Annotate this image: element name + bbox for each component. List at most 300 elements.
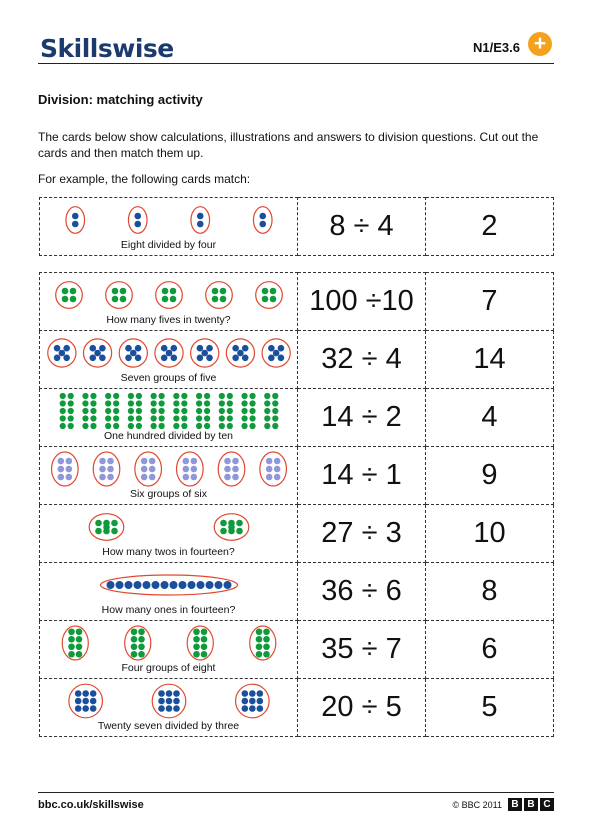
- group-ring: [205, 282, 232, 309]
- dot: [224, 458, 231, 465]
- intro-text: The cards below show calculations, illustrations and answers to division questions. Cut out the cards and then match them up.: [38, 130, 539, 160]
- dot: [130, 643, 137, 650]
- answer-card: 10: [426, 505, 554, 563]
- dot: [105, 415, 111, 421]
- dot: [150, 423, 156, 429]
- picture-card: [40, 273, 298, 331]
- dot: [165, 705, 172, 712]
- dot: [241, 415, 247, 421]
- bbc-letter: B: [524, 798, 538, 811]
- dot: [268, 345, 275, 352]
- dot: [173, 423, 179, 429]
- answer-card: 2: [426, 198, 554, 256]
- dot: [158, 698, 165, 705]
- dot: [193, 643, 200, 650]
- dot: [119, 288, 126, 295]
- dot: [226, 415, 232, 421]
- dot-illustration: [44, 625, 294, 661]
- dot: [133, 581, 141, 589]
- dot: [57, 474, 64, 481]
- group-ring: [187, 626, 213, 660]
- dot: [182, 474, 189, 481]
- dot: [169, 581, 177, 589]
- dot: [170, 345, 177, 352]
- dot: [148, 458, 155, 465]
- dot: [196, 345, 203, 352]
- dot: [59, 408, 65, 414]
- dot: [161, 296, 168, 303]
- dot: [173, 393, 179, 399]
- group-ring: [190, 207, 209, 234]
- dot: [196, 213, 203, 220]
- dot: [263, 628, 270, 635]
- dot: [106, 581, 114, 589]
- dot: [181, 415, 187, 421]
- dot: [187, 581, 195, 589]
- dot: [61, 288, 68, 295]
- dot: [236, 520, 243, 527]
- dot: [158, 393, 164, 399]
- dot: [181, 408, 187, 414]
- group-ring: [65, 207, 84, 234]
- dot: [127, 393, 133, 399]
- dot: [195, 415, 201, 421]
- dot: [90, 423, 96, 429]
- dot: [196, 581, 204, 589]
- picture-caption: How many ones in fourteen?: [101, 604, 236, 616]
- dot: [228, 524, 235, 531]
- dot: [232, 355, 239, 362]
- group-ring: [255, 282, 282, 309]
- dot: [89, 705, 96, 712]
- card-row: [40, 679, 554, 737]
- dot-illustration: [44, 277, 294, 313]
- dot: [113, 393, 119, 399]
- dot: [272, 408, 278, 414]
- dot: [232, 466, 239, 473]
- dot: [181, 400, 187, 406]
- dot: [218, 415, 224, 421]
- dot: [130, 636, 137, 643]
- dot: [75, 643, 82, 650]
- dot: [90, 393, 96, 399]
- picture-card: [40, 621, 298, 679]
- dot-illustration: [44, 393, 294, 429]
- dot: [249, 690, 256, 697]
- dot: [241, 690, 248, 697]
- dot: [241, 345, 248, 352]
- dot: [173, 690, 180, 697]
- dot: [256, 705, 263, 712]
- dot: [105, 400, 111, 406]
- dot: [127, 415, 133, 421]
- dot: [94, 350, 101, 357]
- answer-card: 6: [426, 621, 554, 679]
- dot: [53, 355, 60, 362]
- dot: [151, 581, 159, 589]
- picture-caption: Seven groups of five: [120, 372, 217, 384]
- dot: [150, 415, 156, 421]
- answer-card: 7: [426, 273, 554, 331]
- dot: [135, 393, 141, 399]
- dot: [135, 415, 141, 421]
- card-row: [40, 331, 554, 389]
- dot: [226, 400, 232, 406]
- answer-card: 8: [426, 563, 554, 621]
- dot: [218, 400, 224, 406]
- dot: [232, 458, 239, 465]
- dot: [173, 698, 180, 705]
- dot: [224, 474, 231, 481]
- dot: [219, 288, 226, 295]
- dot: [59, 393, 65, 399]
- dot: [53, 345, 60, 352]
- dot-illustration: [44, 451, 294, 487]
- dot: [135, 423, 141, 429]
- dot: [203, 415, 209, 421]
- dot: [89, 690, 96, 697]
- dot: [58, 350, 65, 357]
- dot: [74, 705, 81, 712]
- dot: [169, 296, 176, 303]
- dot: [249, 400, 255, 406]
- dot: [214, 581, 222, 589]
- dot: [158, 705, 165, 712]
- dot: [160, 581, 168, 589]
- group-ring: [124, 626, 150, 660]
- dot: [105, 408, 111, 414]
- dot: [107, 466, 114, 473]
- dot: [74, 690, 81, 697]
- dot: [99, 474, 106, 481]
- dot: [99, 355, 106, 362]
- dot: [140, 466, 147, 473]
- dot: [263, 636, 270, 643]
- dot: [90, 408, 96, 414]
- dot: [61, 296, 68, 303]
- dot: [74, 698, 81, 705]
- dot: [272, 393, 278, 399]
- group-ring: [155, 282, 182, 309]
- dot: [135, 400, 141, 406]
- dot: [182, 458, 189, 465]
- dot: [178, 581, 186, 589]
- dot: [67, 408, 73, 414]
- dot: [195, 400, 201, 406]
- dot: [272, 400, 278, 406]
- dot: [161, 288, 168, 295]
- dot: [263, 643, 270, 650]
- dot: [269, 288, 276, 295]
- calculation-card: 8 ÷ 4: [298, 198, 426, 256]
- group-ring: [253, 207, 272, 234]
- dot: [130, 651, 137, 658]
- dot: [160, 355, 167, 362]
- dot: [57, 458, 64, 465]
- dot: [272, 415, 278, 421]
- answer-card: 14: [426, 331, 554, 389]
- dot: [67, 423, 73, 429]
- picture-caption: Four groups of eight: [121, 662, 216, 674]
- dot: [193, 651, 200, 658]
- dot: [256, 698, 263, 705]
- calculation-card: 20 ÷ 5: [298, 679, 426, 737]
- dot: [113, 400, 119, 406]
- header-divider: [38, 63, 554, 64]
- dot: [134, 355, 141, 362]
- dot: [232, 474, 239, 481]
- card-row: [40, 621, 554, 679]
- dot: [265, 474, 272, 481]
- group-ring: [105, 282, 132, 309]
- group-ring: [176, 452, 203, 486]
- plus-icon: +: [528, 32, 552, 56]
- dot: [224, 466, 231, 473]
- dot: [241, 423, 247, 429]
- dot: [138, 628, 145, 635]
- card-row: [40, 447, 554, 505]
- picture-card: [40, 447, 298, 505]
- picture-card: [40, 505, 298, 563]
- dot: [170, 355, 177, 362]
- dot: [190, 474, 197, 481]
- picture-caption: How many fives in twenty?: [106, 314, 231, 326]
- bbc-logo: [508, 798, 554, 811]
- dot: [193, 636, 200, 643]
- dot: [218, 408, 224, 414]
- bbc-letter: C: [540, 798, 554, 811]
- dot: [206, 355, 213, 362]
- dot: [105, 393, 111, 399]
- dot: [71, 213, 78, 220]
- dot: [255, 628, 262, 635]
- dot: [90, 400, 96, 406]
- dot: [158, 408, 164, 414]
- dot: [265, 458, 272, 465]
- footer-copyright: © BBC 2011: [452, 800, 502, 810]
- picture-caption: Six groups of six: [129, 488, 208, 500]
- card-row: [40, 273, 554, 331]
- dot: [165, 698, 172, 705]
- bbc-letter: B: [508, 798, 522, 811]
- dot: [203, 423, 209, 429]
- dot: [226, 393, 232, 399]
- dot: [113, 415, 119, 421]
- dot: [255, 651, 262, 658]
- dot: [107, 474, 114, 481]
- dot: [259, 221, 266, 228]
- dot: [99, 345, 106, 352]
- picture-caption: Eight divided by four: [120, 239, 217, 251]
- dot: [181, 393, 187, 399]
- dot: [140, 458, 147, 465]
- calculation-card: 36 ÷ 6: [298, 563, 426, 621]
- dot: [63, 355, 70, 362]
- picture-card: [40, 198, 298, 256]
- dot: [265, 466, 272, 473]
- dot: [273, 474, 280, 481]
- dot: [75, 628, 82, 635]
- dot: [111, 528, 118, 535]
- dot: [237, 350, 244, 357]
- dot: [99, 458, 106, 465]
- dot: [249, 698, 256, 705]
- dot: [140, 474, 147, 481]
- dot: [134, 213, 141, 220]
- dot: [261, 288, 268, 295]
- dot: [211, 288, 218, 295]
- calculation-card: 14 ÷ 1: [298, 447, 426, 505]
- dot: [277, 345, 284, 352]
- dot: [226, 423, 232, 429]
- dot: [264, 393, 270, 399]
- dot: [241, 698, 248, 705]
- dot: [256, 690, 263, 697]
- dot: [205, 581, 213, 589]
- dot: [249, 705, 256, 712]
- group-ring: [259, 452, 286, 486]
- dot: [68, 636, 75, 643]
- dot: [196, 355, 203, 362]
- dot: [182, 466, 189, 473]
- dot-illustration: [44, 567, 294, 603]
- dot: [68, 651, 75, 658]
- dot: [273, 458, 280, 465]
- answer-card: 4: [426, 389, 554, 447]
- dot: [75, 636, 82, 643]
- dot: [195, 408, 201, 414]
- dot: [103, 524, 110, 531]
- picture-caption: Twenty seven divided by three: [97, 720, 240, 732]
- dot: [249, 408, 255, 414]
- picture-card: [40, 679, 298, 737]
- page-title: Division: matching activity: [38, 92, 203, 107]
- example-card-row: [40, 198, 554, 256]
- dot: [89, 698, 96, 705]
- calculation-card: 32 ÷ 4: [298, 331, 426, 389]
- dot: [268, 355, 275, 362]
- dot: [125, 345, 132, 352]
- dot: [69, 296, 76, 303]
- dot: [148, 466, 155, 473]
- worksheet-code: N1/E3.6: [473, 40, 520, 55]
- dot: [160, 345, 167, 352]
- dot: [150, 408, 156, 414]
- dot: [158, 415, 164, 421]
- dot: [226, 408, 232, 414]
- dot: [65, 474, 72, 481]
- dot: [113, 408, 119, 414]
- dot: [165, 690, 172, 697]
- dot: [158, 423, 164, 429]
- dot: [220, 528, 227, 535]
- dot: [195, 423, 201, 429]
- dot: [107, 458, 114, 465]
- dot: [82, 698, 89, 705]
- group-ring: [218, 452, 245, 486]
- picture-caption: One hundred divided by ten: [103, 430, 233, 442]
- dot: [95, 520, 102, 527]
- dot: [67, 415, 73, 421]
- dot: [65, 466, 72, 473]
- dot: [203, 393, 209, 399]
- dot: [165, 350, 172, 357]
- dot: [264, 400, 270, 406]
- dot: [218, 423, 224, 429]
- dot: [241, 705, 248, 712]
- dot: [82, 400, 88, 406]
- picture-card: [40, 563, 298, 621]
- dot: [173, 705, 180, 712]
- dot: [269, 296, 276, 303]
- dot: [82, 408, 88, 414]
- dot: [173, 408, 179, 414]
- dot: [142, 581, 150, 589]
- dot: [90, 415, 96, 421]
- dot: [150, 393, 156, 399]
- dot: [200, 651, 207, 658]
- dot: [218, 393, 224, 399]
- dot: [138, 636, 145, 643]
- dot: [148, 474, 155, 481]
- dot: [82, 690, 89, 697]
- dot-illustration: [44, 202, 294, 238]
- dot: [113, 423, 119, 429]
- dot: [68, 643, 75, 650]
- dot: [95, 528, 102, 535]
- dot: [82, 415, 88, 421]
- dot: [134, 221, 141, 228]
- dot: [130, 628, 137, 635]
- dot: [158, 690, 165, 697]
- dot: [261, 296, 268, 303]
- dot: [264, 415, 270, 421]
- dot: [200, 643, 207, 650]
- calculation-card: 100 ÷10: [298, 273, 426, 331]
- group-ring: [55, 282, 82, 309]
- dot: [129, 350, 136, 357]
- dot: [264, 423, 270, 429]
- dot: [232, 345, 239, 352]
- dot: [249, 393, 255, 399]
- dot: [241, 355, 248, 362]
- dot: [206, 345, 213, 352]
- dot: [68, 628, 75, 635]
- dot: [203, 408, 209, 414]
- dot: [193, 628, 200, 635]
- dot: [220, 520, 227, 527]
- dot: [71, 221, 78, 228]
- picture-card: [40, 331, 298, 389]
- card-row: [40, 505, 554, 563]
- group-ring: [51, 452, 78, 486]
- card-row: [40, 563, 554, 621]
- dot: [124, 581, 132, 589]
- dot: [200, 628, 207, 635]
- dot: [277, 355, 284, 362]
- dot: [89, 345, 96, 352]
- calculation-card: 27 ÷ 3: [298, 505, 426, 563]
- dot: [65, 458, 72, 465]
- dot: [75, 651, 82, 658]
- dot: [158, 400, 164, 406]
- dot: [223, 581, 231, 589]
- dot: [200, 636, 207, 643]
- dot: [127, 423, 133, 429]
- dot: [59, 400, 65, 406]
- calculation-card: 35 ÷ 7: [298, 621, 426, 679]
- dot: [241, 393, 247, 399]
